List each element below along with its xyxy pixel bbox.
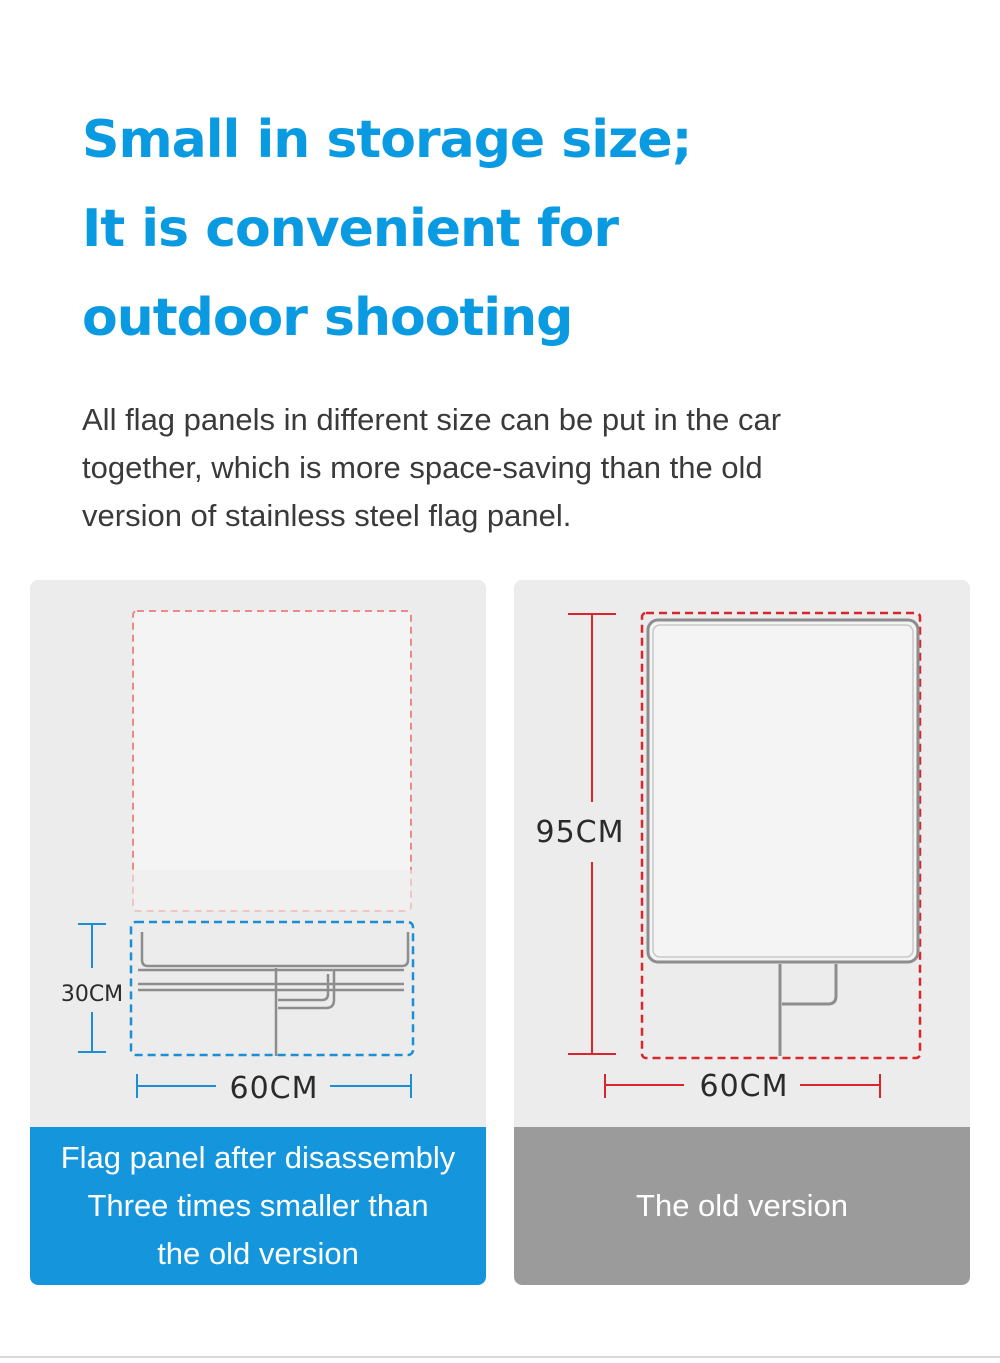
storage-size-outline [131, 922, 413, 1055]
disassembled-panel-card [30, 580, 486, 1285]
headline-line-2: It is convenient for [82, 199, 619, 259]
height-label: 30CM [60, 982, 124, 1007]
headline-line-1: Small in storage size; [82, 110, 692, 170]
full-size-outline [133, 611, 411, 911]
height-label: 95CM [535, 815, 625, 850]
old-flag-frame [648, 620, 918, 1056]
old-version-caption [514, 1127, 970, 1285]
bottom-divider [0, 1356, 1000, 1358]
description-line-1: All flag panels in different size can be put in the car [82, 402, 782, 437]
headline-line-3: outdoor shooting [82, 288, 573, 348]
width-label: 60CM [699, 1069, 789, 1104]
description [82, 396, 962, 540]
caption-line-3: the old version [157, 1236, 359, 1271]
disassembly-caption [30, 1127, 486, 1285]
caption-line-1: Flag panel after disassembly [60, 1140, 456, 1175]
headline [82, 96, 962, 363]
description-line-3: version of stainless steel flag panel. [82, 498, 572, 533]
old-version-card [514, 580, 970, 1285]
caption-line-2: Three times smaller than [87, 1188, 429, 1223]
caption-line-1: The old version [636, 1188, 848, 1223]
frame-parts [138, 932, 408, 1056]
width-label: 60CM [229, 1071, 319, 1106]
description-line-2: together, which is more space-saving than the old [82, 450, 763, 485]
